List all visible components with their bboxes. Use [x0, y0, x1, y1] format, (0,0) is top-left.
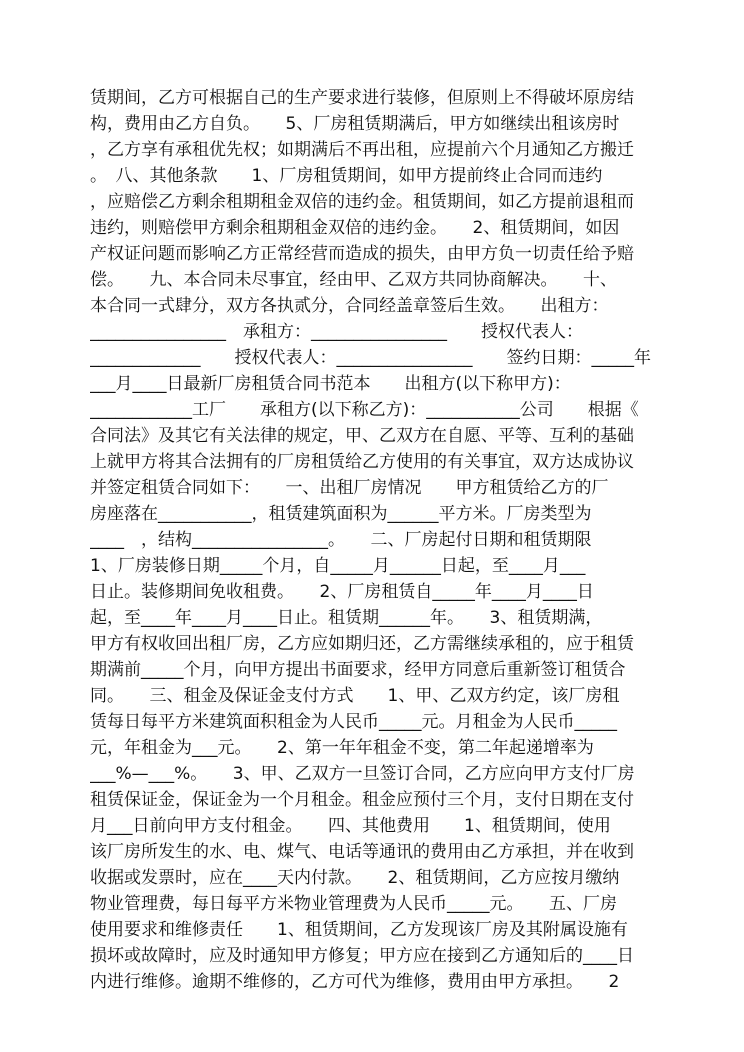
text-line: 损坏或故障时，应及时通知甲方修复；甲方应在接到乙方通知后的____日	[90, 946, 634, 966]
text-line: 使用要求和维修责任 1、租赁期间，乙方发现该厂房及其附属设施有	[90, 920, 628, 940]
text-line: 赁期间，乙方可根据自己的生产要求进行装修，但原则上不得破坏原房结	[90, 88, 634, 108]
text-line: ____________工厂 承租方(以下称乙方)：___________公司 根据《	[90, 400, 639, 420]
text-line: 物业管理费，每日每平方米物业管理费为人民币_____元。 五、厂房	[90, 894, 617, 914]
text-line: ________________ 承租方：________________ 授权代表人：	[90, 322, 583, 342]
text-line: 同。 三、租金及保证金支付方式 1、甲、乙双方约定，该厂房租	[90, 686, 620, 706]
text-line: ___月____日最新厂房租赁合同书范本 出租方(以下称甲方)：	[90, 374, 571, 394]
text-line: ，应赔偿乙方剩余租期租金双倍的违约金。租赁期间，如乙方提前退租而	[90, 192, 634, 212]
text-line: 产权证问题而影响乙方正常经营而造成的损失，由甲方负一切责任给予赔	[90, 244, 634, 264]
text-line: 内进行维修。逾期不维修的，乙方可代为维修，费用由甲方承担。 2	[90, 972, 620, 992]
text-line: 月___日前向甲方支付租金。 四、其他费用 1、租赁期间，使用	[90, 816, 611, 836]
contract-text	[90, 85, 670, 995]
text-line: 元，年租金为___元。 2、第一年年租金不变，第二年起递增率为	[90, 738, 594, 758]
text-line: ___%—___%。 3、甲、乙双方一旦签订合同，乙方应向甲方支付厂房	[90, 764, 635, 784]
text-line: 构，费用由乙方自负。 5、厂房租赁期满后，甲方如继续出租该房时	[90, 114, 620, 134]
text-line: 该厂房所发生的水、电、煤气、电话等通讯的费用由乙方承担，并在收到	[90, 842, 634, 862]
text-line: 上就甲方将其合法拥有的厂房租赁给乙方使用的有关事宜，双方达成协议	[90, 452, 634, 472]
text-line: 租赁保证金，保证金为一个月租金。租金应预付三个月，支付日期在支付	[90, 790, 634, 810]
text-line: 1、厂房装修日期_____个月，自_____月______日起，至____月___	[90, 556, 586, 576]
text-line: 并签定租赁合同如下： 一、出租厂房情况 甲方租赁给乙方的厂	[90, 478, 609, 498]
text-line: 起，至____年____月____日止。租赁期______年。 3、租赁期满，	[90, 608, 603, 628]
text-line: 收据或发票时，应在____天内付款。 2、租赁期间，乙方应按月缴纳	[90, 868, 620, 888]
text-line: 偿。 九、本合同未尽事宜，经由甲、乙双方共同协商解决。 十、	[90, 270, 617, 290]
text-line: 赁每日每平方米建筑面积租金为人民币_____元。月租金为人民币_____	[90, 712, 617, 732]
text-line: 违约，则赔偿甲方剩余租期租金双倍的违约金。 2、租赁期间，如因	[90, 218, 620, 238]
text-line: 房座落在___________，租赁建筑面积为______平方米。厂房类型为	[90, 504, 592, 524]
text-line: 日止。装修期间免收租费。 2、厂房租赁自_____年____月____日	[90, 582, 594, 602]
text-line: 期满前_____个月，向甲方提出书面要求，经甲方同意后重新签订租赁合	[90, 660, 626, 680]
text-line: 合同法》及其它有关法律的规定，甲、乙双方在自愿、平等、互利的基础	[90, 426, 634, 446]
text-line: ____ ，结构________________。 二、厂房起付日期和租赁期限	[90, 530, 592, 550]
text-line: 甲方有权收回出租厂房，乙方应如期归还，乙方需继续承租的，应于租赁	[90, 634, 634, 654]
text-line: _____________ 授权代表人：________________ 签约日期：_____年	[90, 348, 651, 368]
text-line: 本合同一式肆分，双方各执贰分，合同经盖章签后生效。 出租方：	[90, 296, 609, 316]
text-line: ，乙方享有承租优先权；如期满后不再出租，应提前六个月通知乙方搬迁	[90, 140, 634, 160]
text-line: 。 八、其他条款 1、厂房租赁期间，如甲方提前终止合同而违约	[90, 166, 603, 186]
